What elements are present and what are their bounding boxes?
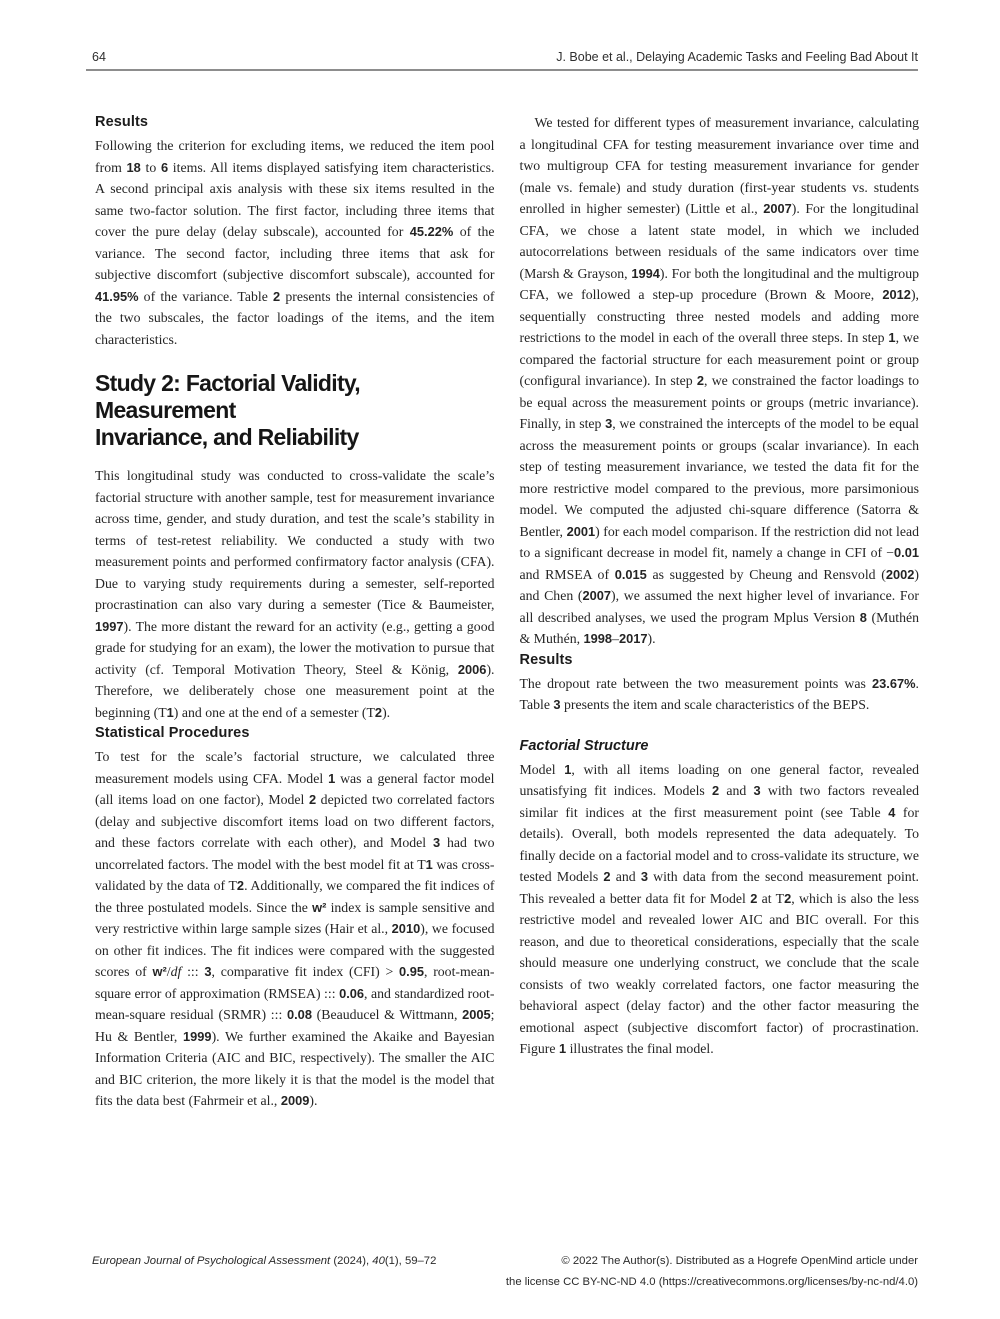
footer-license-line1: © 2022 The Author(s). Distributed as a Hogrefe OpenMind article under <box>561 1255 918 1267</box>
page-number: 64 <box>92 50 106 64</box>
footer-journal-name: European Journal of Psychological Assessment <box>92 1255 331 1267</box>
footer-citation-year: (2024), <box>330 1255 373 1267</box>
paragraph-study2-intro: This longitudinal study was conducted to cross-validate the scale’s factorial structure with another sample, test for measurement invariance across time, gender, and study duration, and test the scale’s stability in terms of test-retest reliability. We conducted a study with two measurement points and performed confirmatory factor analysis (CFA). Due to varying study requirements during a semester, self-reported procrastination can also vary during a semester (Tice & Baumeister, 1997). The more distant the reward for an activity (e.g., getting a good grade for studying for an exam), the lower the motivation to pursue that activity (cf. Temporal Motivation Theory, Steel & König, 2006). Therefore, we deliberately chose one measurement point at the beginning (T1) and one at the end of a semester (T2). <box>95 468 495 720</box>
column-left <box>95 112 495 1112</box>
section-heading-results-study2: Results <box>519 651 573 668</box>
section-heading-results-study1: Results <box>95 114 149 130</box>
footer-issue-pages: (1), 59–72 <box>384 1255 437 1267</box>
study2-heading-line1: Study 2: Factorial Validity, Measurement <box>95 370 360 423</box>
running-title: J. Bobe et al., Delaying Academic Tasks and Feeling Bad About It <box>556 50 918 64</box>
footer-journal-citation <box>92 1251 436 1293</box>
header-rule <box>86 69 918 71</box>
subsection-heading-factorial-structure: Factorial Structure <box>519 737 649 754</box>
study2-heading-line2: Invariance, and Reliability <box>95 424 359 450</box>
paragraph-factorial-structure: Model 1, with all items loading on one general factor, revealed unsatisfying fit indices. Models 2 and 3 with two factors revealed similar fit indices at the first measurement point (see Table 4 for details). Overall, both models represented the data adequately. To finally decide on a factorial model and to cross-validate its structure, we tested Models 2 and 3 with data from the second measurement point. This revealed a better data fit for Model 2 at T2, which is also the less restrictive model and revealed lower AIC and BIC overall. For this reason, and due to theoretical considerations, especially that the scale should measure one underlying construct, we conclude that the scale consists of two weakly correlated factors, one factor measuring the behavioral aspect (delay factor) and the other factor measuring the emotional aspect (subjective discomfort factor) of procrastination. Figure 1 illustrates the final model. <box>519 761 919 1056</box>
two-column-body <box>95 112 919 1112</box>
paragraph-study1-results: Following the criterion for excluding items, we reduced the item pool from 18 to 6 items. All items displayed satisfying item characteristics. A second principal axis analysis with these six items resulted in the same two-factor solution. The first factor, including three items that cover the pure delay (delay subscale), accounted for 45.22% of the variance. The second factor, including three items that ask for subjective discomfort (subjective discomfort subscale), accounted for 41.95% of the variance. Table 2 presents the internal consistencies of the two subscales, the factor loadings of the items, and the item characteristics. <box>95 138 495 347</box>
paragraph-measurement-invariance: We tested for different types of measurement invariance, calculating a longitudinal CFA for testing measurement invariance over time and two multigroup CFA for testing measurement invariance for gender (male vs. female) and study duration (first-year students vs. students enrolled in higher semester) (Little et al., 2007). For the longitudinal CFA, we chose a latent state model, in which we included autocorrelations between residuals of the same indicators over time (Marsh & Grayson, 1994). For both the longitudinal and the multigroup CFA, we followed a step-up procedure (Brown & Moore, 2012), sequentially constructing three nested models and adding more restrictions to the model in each of the overall three steps. In step 1, we compared the factorial structure for each measurement point or group (configural invariance). In step 2, we constrained the factor loadings to be equal across the measurement points or groups (metric invariance). Finally, in step 3, we constrained the intercepts of the model to be equal across the measurement points or groups (scalar invariance). In each step of testing measurement invariance, we tested the data fit for the more restrictive model compared to the previous, more parsimonious model. We computed the adjusted chi-square difference (Satorra & Bentler, 2001) for each model comparison. If the restriction did not lead to a significant decrease in model fit, namely a change in CFI of −0.01 and RMSEA of 0.015 as suggested by Cheung and Rensvold (2002) and Chen (2007), we assumed the next higher level of invariance. For all described analyses, we used the program Mplus Version 8 (Muthén & Muthén, 1998–2017). <box>519 115 920 646</box>
section-heading-statistical-procedures: Statistical Procedures <box>95 725 250 741</box>
footer-license-line2: the license CC BY-NC-ND 4.0 (https://creativecommons.org/licenses/by-nc-nd/4.0) <box>505 1276 918 1288</box>
footer-license <box>506 1251 918 1293</box>
page-footer <box>92 1251 918 1293</box>
footer-volume: 40 <box>372 1255 385 1267</box>
paragraph-study2-results: The dropout rate between the two measurement points was 23.67%. Table 3 presents the item and scale characteristics of the BEPS. <box>519 675 919 712</box>
page-header <box>92 50 918 64</box>
column-right <box>520 112 920 1112</box>
study2-heading <box>95 370 495 451</box>
paragraph-statistical-procedures: To test for the scale’s factorial structure, we calculated three measurement models using CFA. Model 1 was a general factor model (all items load on one factor), Model 2 depicted two correlated factors (delay and subjective discomfort items load on two different factors, and these factors correlate with each other), and Model 3 had two uncorrelated factors. The model with the best model fit at T1 was cross-validated by the data of T2. Additionally, we compared the fit indices of the three postulated models. Since the w² index is sample sensitive and very restrictive within large sample sizes (Hair et al., 2010), we focused on other fit indices. The fit indices were compared with the suggested scores of w²/df ::: 3, comparative fit index (CFI) > 0.95, root-mean-square error of approximation (RMSEA) ::: 0.06, and standardized root-mean-square residual (SRMR) ::: 0.08 (Beauducel & Wittmann, 2005; Hu & Bentler, 1999). We further examined the Akaike and Bayesian Information Criteria (AIC and BIC, respectively). The smaller the AIC and BIC criterion, the more likely it is that the model is the model that fits the data best (Fahrmeir et al., 2009). <box>95 749 495 1108</box>
